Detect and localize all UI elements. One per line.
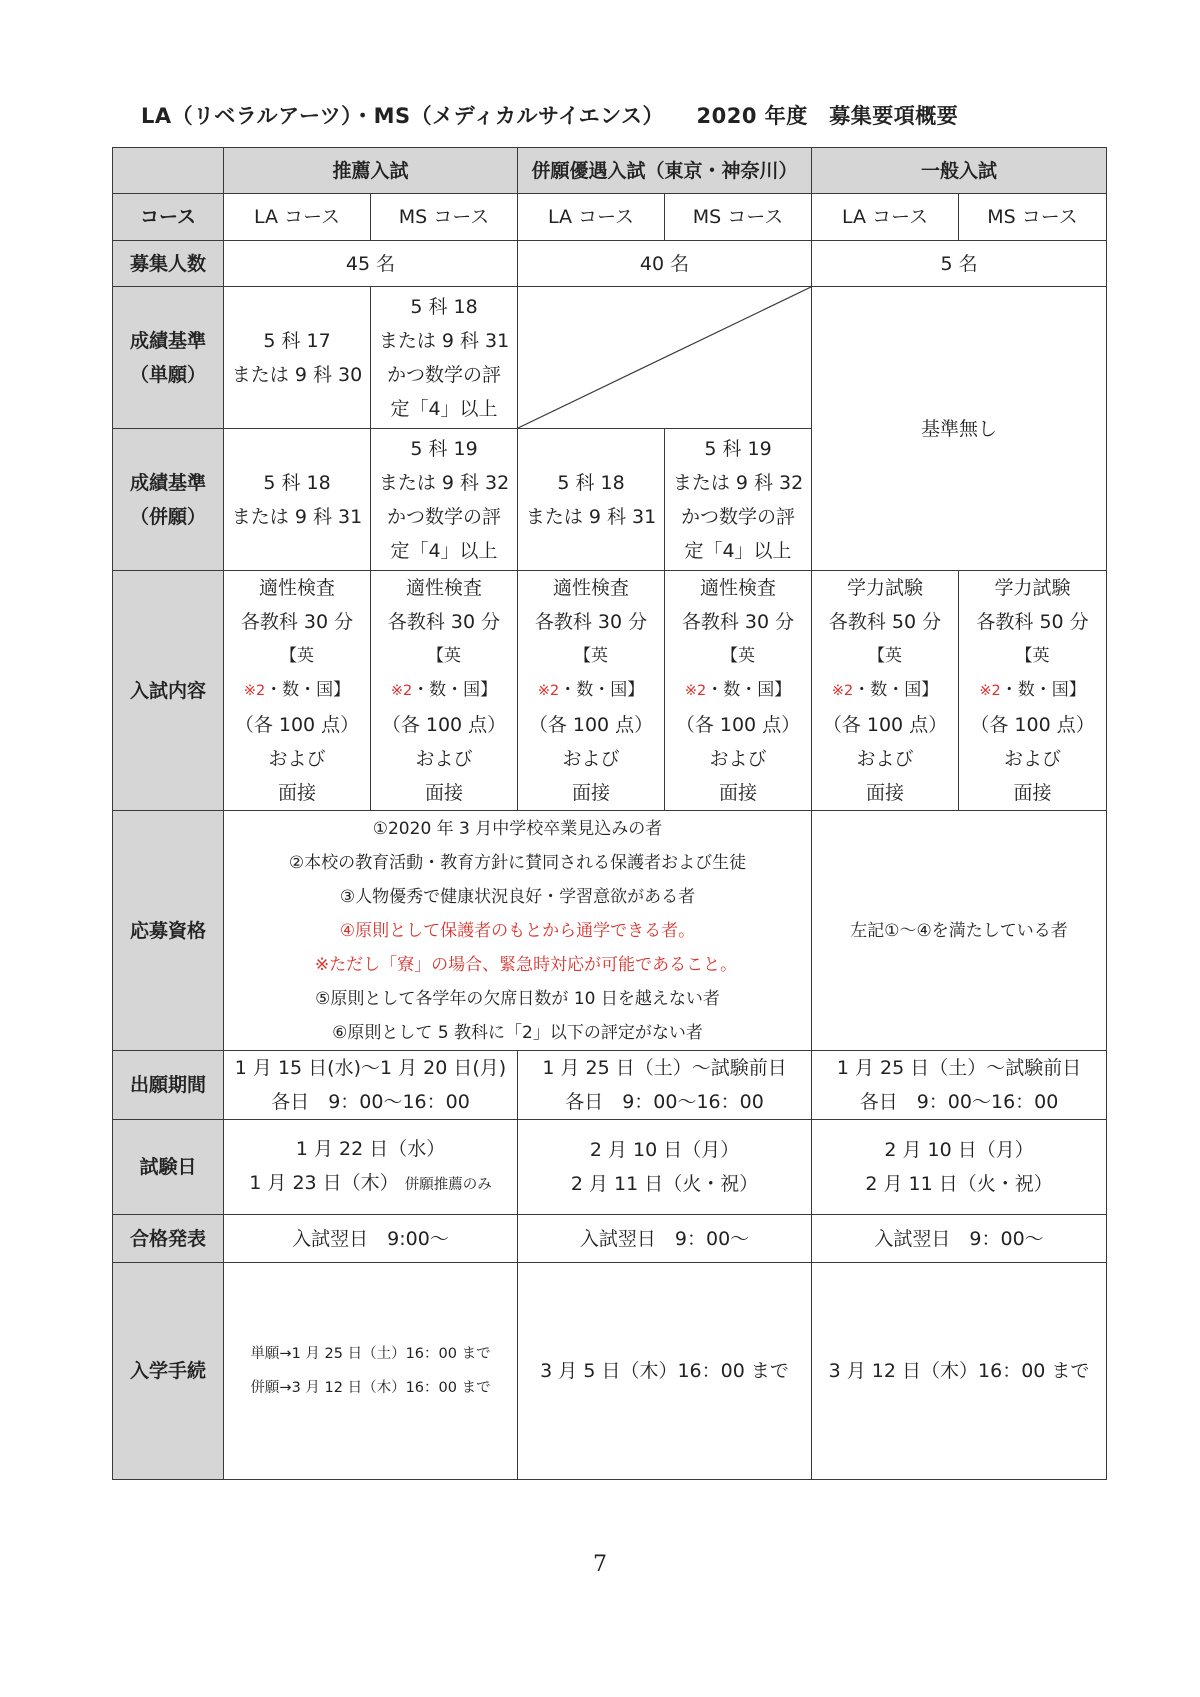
application-period-recommend: 1 月 15 日(水)～1 月 20 日(月) 各日 9：00～16：00 <box>224 1051 518 1120</box>
course-cell: MS コース <box>665 194 812 241</box>
exam-aptitude: 適性検査 各教科 30 分 【英※2・数・国】 （各 100 点） および 面接 <box>224 571 371 811</box>
course-cell: LA コース <box>224 194 371 241</box>
row-label-capacity: 募集人数 <box>113 241 224 287</box>
grade-single-la: 5 科 17 または 9 科 30 <box>224 287 371 429</box>
row-label-exam: 入試内容 <box>113 571 224 811</box>
course-cell: LA コース <box>812 194 959 241</box>
grade-single-ms: 5 科 18 または 9 科 31 かつ数学の評 定「4」以上 <box>371 287 518 429</box>
row-label-enrollment: 入学手続 <box>113 1263 224 1480</box>
eligibility-item: ③人物優秀で健康状況良好・学習意欲がある者 <box>339 886 696 907</box>
eligibility-item: ④原則として保護者のもとから通学できる者。 <box>339 920 696 941</box>
enrollment-recommend: 単願→1 月 25 日（土）16：00 まで 併願→3 月 12 日（木）16：00 まで <box>224 1263 518 1480</box>
exam-aptitude: 適性検査 各教科 30 分 【英※2・数・国】 （各 100 点） および 面接 <box>371 571 518 811</box>
exam-date-recommend: 1 月 22 日（水） 1 月 23 日（木） 併願推薦のみ <box>224 1120 518 1215</box>
eligibility-item: ②本校の教育活動・教育方針に賛同される保護者および生徒 <box>288 852 747 873</box>
row-label-announcement: 合格発表 <box>113 1215 224 1263</box>
application-period-preferential: 1 月 25 日（土）～試験前日 各日 9：00～16：00 <box>518 1051 812 1120</box>
capacity-preferential: 40 名 <box>518 241 812 287</box>
page-title: LA（リベラルアーツ）・MS（メディカルサイエンス） 2020 年度 募集要項概要 <box>141 104 959 128</box>
page-number: 7 <box>593 1552 607 1577</box>
row-label-eligibility: 応募資格 <box>113 811 224 1051</box>
enrollment-preferential: 3 月 5 日（木）16：00 まで <box>518 1263 812 1480</box>
announcement-preferential: 入試翌日 9：00～ <box>518 1215 812 1263</box>
capacity-general: 5 名 <box>812 241 1107 287</box>
announcement-recommend: 入試翌日 9:00～ <box>224 1215 518 1263</box>
announcement-general: 入試翌日 9：00～ <box>812 1215 1107 1263</box>
exam-aptitude: 適性検査 各教科 30 分 【英※2・数・国】 （各 100 点） および 面接 <box>665 571 812 811</box>
admission-summary-table <box>112 147 1107 1480</box>
exam-date-general: 2 月 10 日（月） 2 月 11 日（火・祝） <box>812 1120 1107 1215</box>
grade-combined-pref-ms: 5 科 19 または 9 科 32 かつ数学の評 定「4」以上 <box>665 429 812 571</box>
row-label-grade-single: 成績基準 （単願） <box>113 287 224 429</box>
eligibility-item: ①2020 年 3 月中学校卒業見込みの者 <box>372 818 663 839</box>
not-applicable-cell <box>518 287 812 429</box>
grade-combined-rec-ms: 5 科 19 または 9 科 32 かつ数学の評 定「4」以上 <box>371 429 518 571</box>
eligibility-note: ※ただし「寮」の場合、緊急時対応が可能であること。 <box>297 954 738 975</box>
exam-academic: 学力試験 各教科 50 分 【英※2・数・国】 （各 100 点） および 面接 <box>812 571 959 811</box>
row-label-application-period: 出願期間 <box>113 1051 224 1120</box>
exam-date-preferential: 2 月 10 日（月） 2 月 11 日（火・祝） <box>518 1120 812 1215</box>
course-cell: MS コース <box>371 194 518 241</box>
exam-academic: 学力試験 各教科 50 分 【英※2・数・国】 （各 100 点） および 面接 <box>959 571 1107 811</box>
course-cell: LA コース <box>518 194 665 241</box>
grade-general: 基準無し <box>812 287 1107 571</box>
header-preferential: 併願優遇入試（東京・神奈川） <box>518 148 812 194</box>
diagonal-line <box>518 287 811 428</box>
enrollment-general: 3 月 12 日（木）16：00 まで <box>812 1263 1107 1480</box>
corner-cell <box>113 148 224 194</box>
grade-combined-pref-la: 5 科 18 または 9 科 31 <box>518 429 665 571</box>
eligibility-list <box>224 811 812 1051</box>
eligibility-general: 左記①～④を満たしている者 <box>812 811 1107 1051</box>
course-cell: MS コース <box>959 194 1107 241</box>
exam-aptitude: 適性検査 各教科 30 分 【英※2・数・国】 （各 100 点） および 面接 <box>518 571 665 811</box>
row-label-course: コース <box>113 194 224 241</box>
eligibility-item: ⑤原則として各学年の欠席日数が 10 日を越えない者 <box>315 988 720 1009</box>
eligibility-item: ⑥原則として 5 教科に「2」以下の評定がない者 <box>332 1022 703 1043</box>
capacity-recommend: 45 名 <box>224 241 518 287</box>
grade-combined-rec-la: 5 科 18 または 9 科 31 <box>224 429 371 571</box>
row-label-grade-combined: 成績基準 （併願） <box>113 429 224 571</box>
header-general: 一般入試 <box>812 148 1107 194</box>
application-period-general: 1 月 25 日（土）～試験前日 各日 9：00～16：00 <box>812 1051 1107 1120</box>
header-recommend: 推薦入試 <box>224 148 518 194</box>
row-label-exam-date: 試験日 <box>113 1120 224 1215</box>
